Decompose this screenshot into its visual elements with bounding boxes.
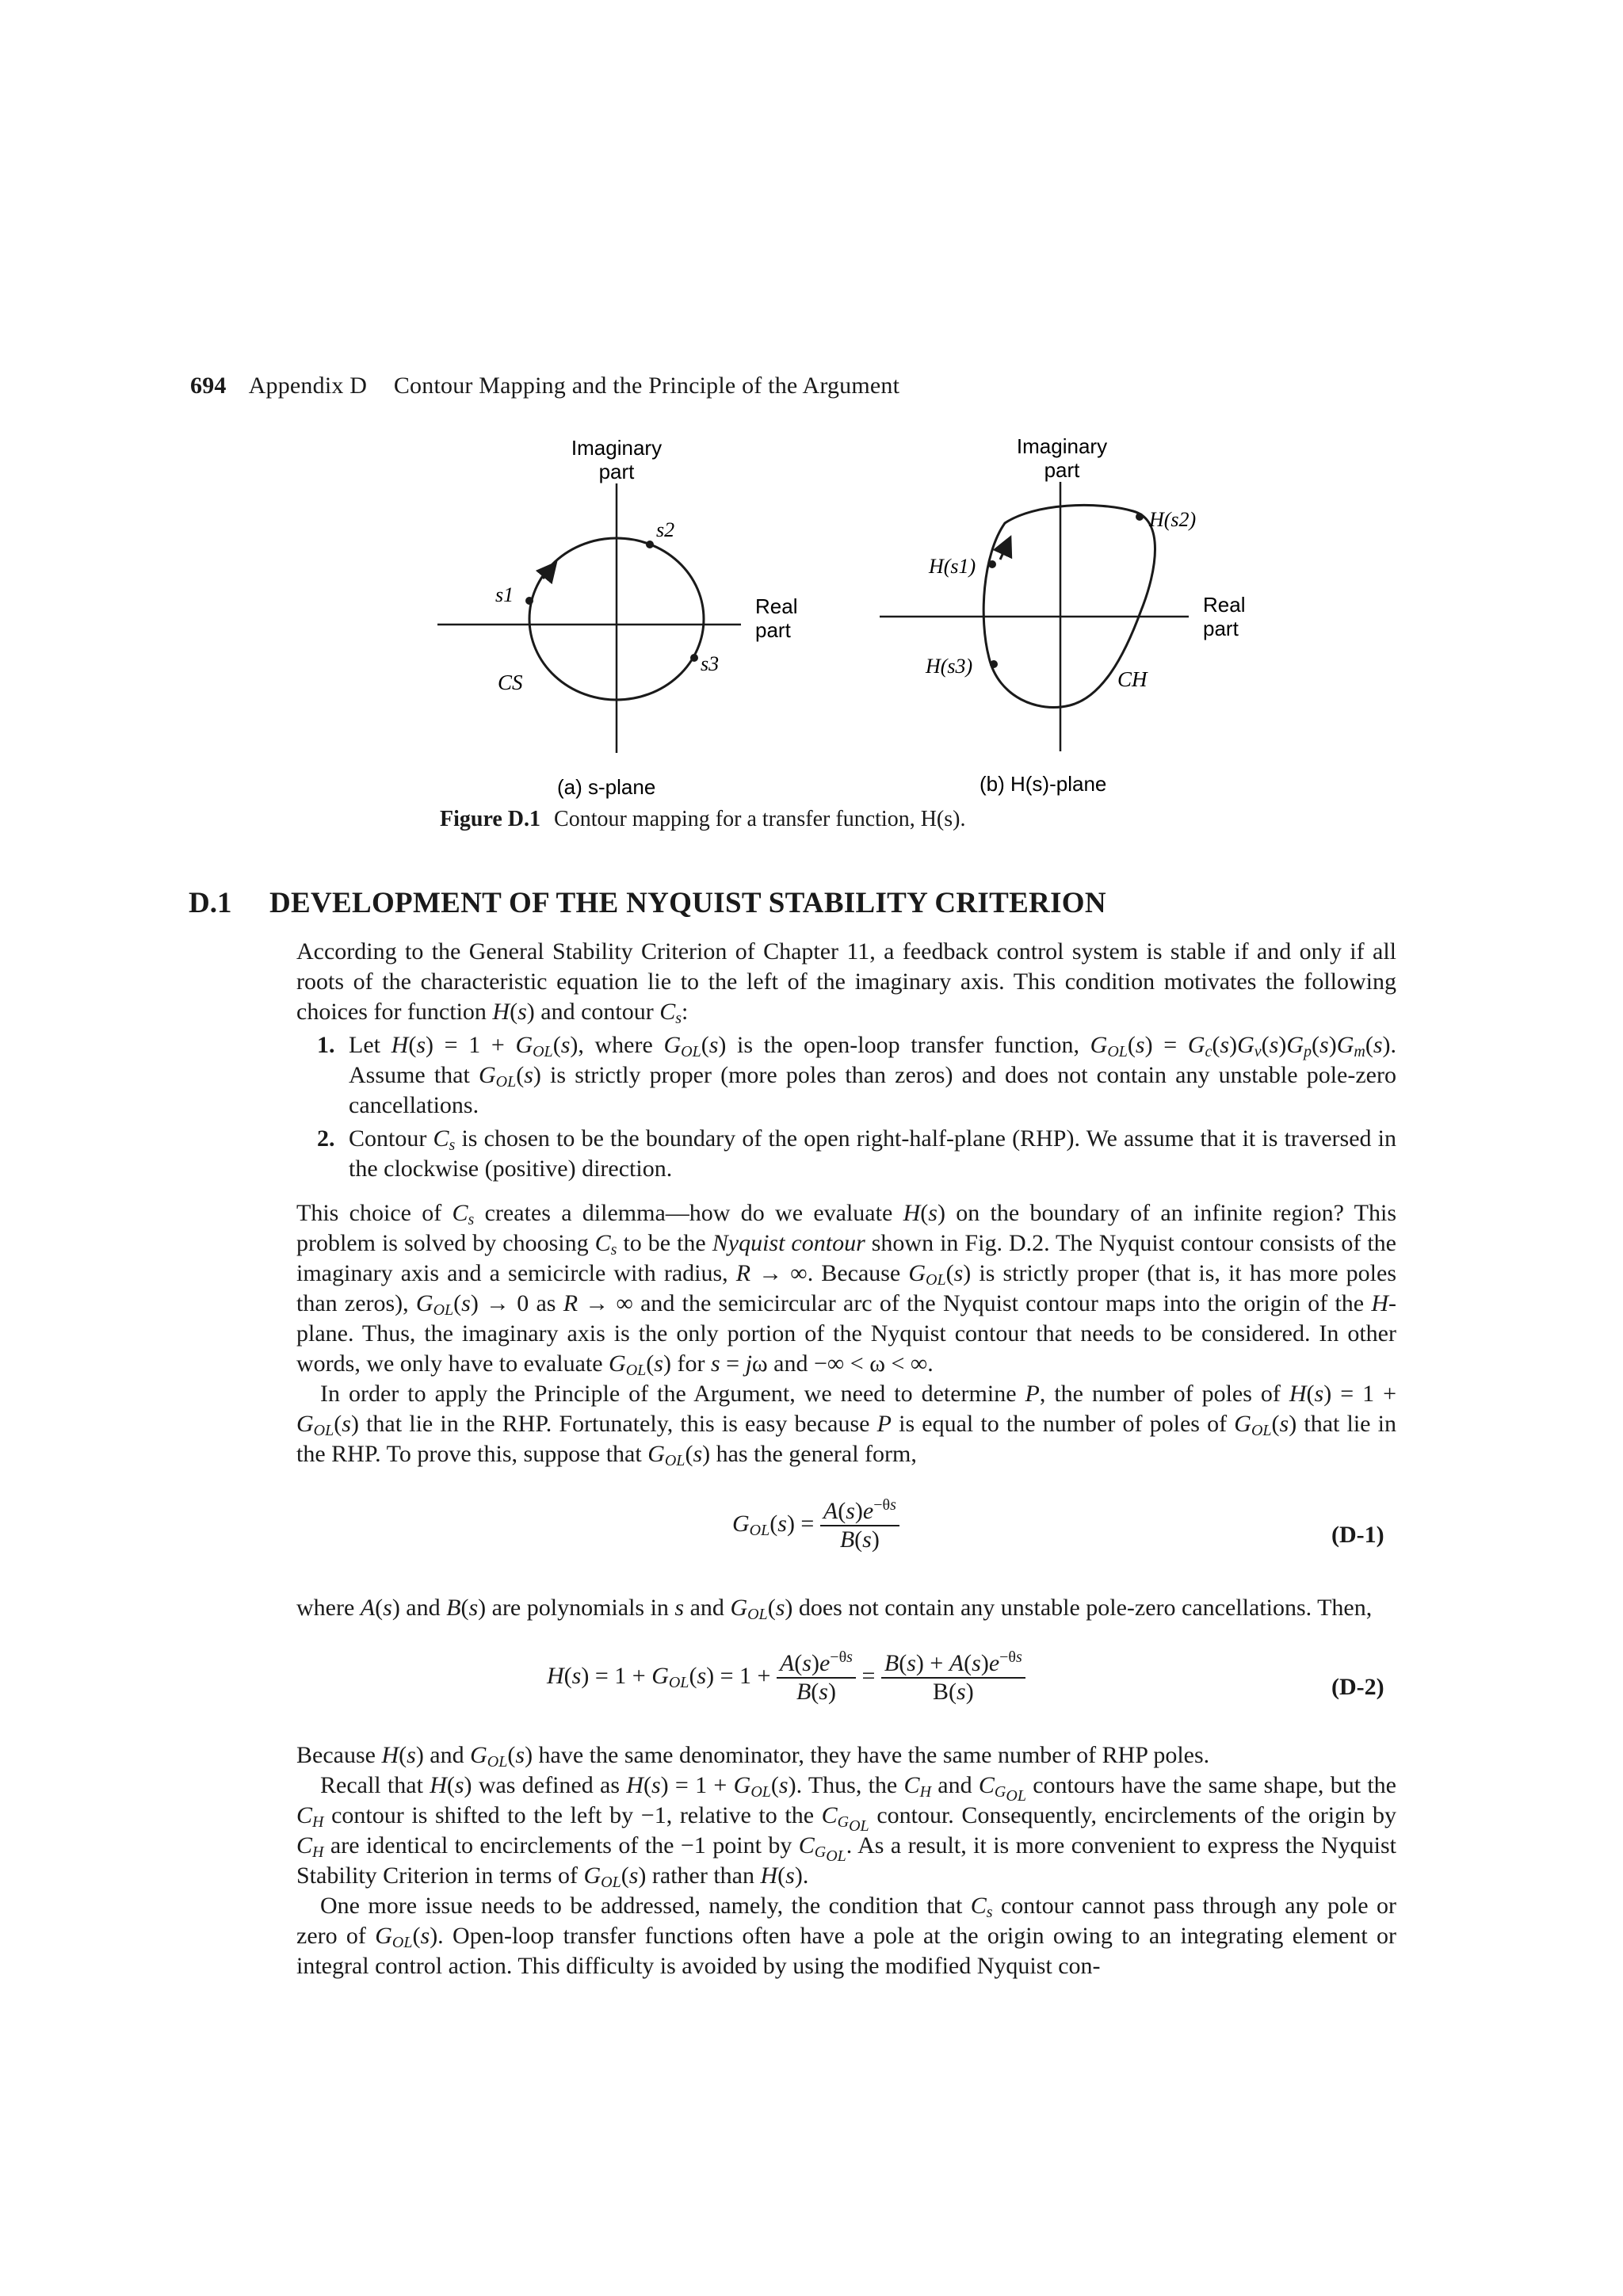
list-item-1: 1. Let $H(s) = 1 + G_{OL}(s)$, where $G_{OL}(s)$ is the open-loop transfer function, $G_{OL}(s) = G_c(s)G_v(s)G_p(s)G_m(s)$. Assume that $G_{OL}(s)$ is strictly proper (more poles than zeros) and does not contain any unstable pole-zero cancellations. bbox=[317, 1032, 1396, 1118]
page-number: 694 bbox=[190, 372, 227, 399]
paragraph-intro: According to the General Stability Criterion of Chapter 11, a feedback control system is stable if and only if all roots of the characteristic equation lie to the left of the imaginary axis. This condition motivates the following choices for function H(s) and contour $C_s$: bbox=[296, 938, 1396, 1027]
point-h2-label: H(s2) bbox=[1149, 508, 1197, 531]
figure-d1 bbox=[0, 0, 1623, 872]
point-s3-dot bbox=[690, 654, 698, 662]
equation-d1: $G_{OL}(s)$ = $\frac{A(s)e^{-\theta s}}{B(s)}$ bbox=[732, 1498, 899, 1553]
s-plane-panel bbox=[437, 436, 797, 799]
point-s1-dot bbox=[525, 597, 533, 605]
equation-d2-label: (D-2) bbox=[1331, 1674, 1384, 1700]
paragraph-conclusion: Because H(s) and $G_{OL}(s)$ have the same denominator, they have the same number of RHP poles. Recall that H(s) was defined as $H(s) = 1 + G_{OL}(s)$. Thus, the $C_H$ and $C_{G_{OL}}$ contours have the same shape, but the $C_H$ contour is shifted to the left by −1, relative to the $C_{G_{OL}}$ contour. Consequently, encirclements of the origin by $C_H$ are identical to encirclements of the −1 point by $C_{G_{OL}}$. As a result, it is more convenient to express the Nyquist Stability Criterion in terms of $G_{OL}(s)$ rather than H(s). One more issue needs to be addressed, namely, the condition that $C_s$ contour cannot pass through any pole or zero of $G_{OL}(s)$. Open-loop transfer functions often have a pole at the origin owing to an integrating element or integral control action. This difficulty is avoided by using the modified Nyquist con- bbox=[296, 1742, 1397, 1979]
point-s1-label: s1 bbox=[495, 583, 514, 606]
s-plane-real-label-2: part bbox=[755, 618, 791, 642]
caption-label: Figure D.1 bbox=[440, 807, 541, 831]
list-item-2: 2. Contour $C_s$ is chosen to be the boundary of the open right-half-plane (RHP). We assume that it is traversed in the clockwise (positive) direction. bbox=[317, 1125, 1396, 1182]
caption-text: Contour mapping for a transfer function, H(s). bbox=[554, 807, 966, 831]
equation-d1-label: (D-1) bbox=[1331, 1522, 1384, 1548]
h-plane-imag-label-2: part bbox=[1044, 458, 1080, 482]
equation-d2: $H(s) = 1 + G_{OL}(s) = 1$ + $\frac{A(s)e^{-\theta s}}{B(s)}$ = $\frac{B(s) + A(s)e^{-\theta s}}{B(s)}$ bbox=[547, 1650, 1025, 1706]
point-h3-dot bbox=[990, 660, 998, 668]
h-plane-real-label-1: Real bbox=[1203, 593, 1246, 617]
paragraph-where: where A(s) and B(s) are polynomials in s and $G_{OL}(s)$ does not contain any unstable pole-zero cancellations. Then, bbox=[296, 1595, 1373, 1623]
point-h1-dot bbox=[988, 560, 996, 568]
s-plane-imag-label-1: Imaginary bbox=[571, 436, 663, 460]
cs-label: CS bbox=[498, 670, 523, 694]
section-number: D.1 bbox=[189, 887, 232, 919]
paragraph-dilemma: This choice of $C_s$ creates a dilemma—how do we evaluate H(s) on the boundary of an infinite region? This problem is solved by choosing $C_s$ to be the Nyquist contour shown in Fig. D.2. The Nyquist contour consists of the imaginary axis and a semicircle with radius, R → ∞. Because $G_{OL}(s)$ is strictly proper (that is, it has more poles than zeros), $G_{OL}(s) \to 0$ as R → ∞ and the semicircular arc of the Nyquist contour maps into the origin of the H-plane. Thus, the imaginary axis is the only portion of the Nyquist contour that needs to be considered. In other words, we only have to evaluate $G_{OL}(s)$ for s = jω and −∞ < ω < ∞. In order to apply the Principle of the Argument, we need to determine P, the number of poles of $H(s) = 1 + G_{OL}(s)$ that lie in the RHP. Fortunately, this is easy because P is equal to the number of poles of $G_{OL}(s)$ that lie in the RHP. To prove this, suppose that $G_{OL}(s)$ has the general form, bbox=[296, 1200, 1397, 1469]
point-h1-label: H(s1) bbox=[929, 555, 976, 578]
chapter-title: Contour Mapping and the Principle of the Argument bbox=[393, 372, 900, 399]
ch-label: CH bbox=[1117, 667, 1148, 691]
point-h3-label: H(s3) bbox=[926, 655, 973, 678]
figure-caption bbox=[440, 807, 965, 832]
h-plane-real-label-2: part bbox=[1203, 617, 1239, 640]
point-s3-label: s3 bbox=[701, 652, 720, 675]
section-title: DEVELOPMENT OF THE NYQUIST STABILITY CRITERION bbox=[269, 887, 1106, 919]
h-plane-imag-label-1: Imaginary bbox=[1016, 434, 1108, 458]
point-s2-dot bbox=[646, 541, 654, 548]
point-h2-dot bbox=[1136, 513, 1144, 521]
point-s2-label: s2 bbox=[656, 518, 675, 541]
s-plane-sublabel: (a) s-plane bbox=[557, 775, 656, 799]
s-plane-real-label-1: Real bbox=[755, 594, 798, 618]
h-plane-panel bbox=[880, 434, 1245, 796]
appendix-label: Appendix D bbox=[248, 372, 368, 399]
s-plane-imag-label-2: part bbox=[598, 460, 635, 483]
h-plane-sublabel: (b) H(s)-plane bbox=[980, 772, 1107, 796]
ch-direction-arrow bbox=[1000, 539, 1010, 560]
